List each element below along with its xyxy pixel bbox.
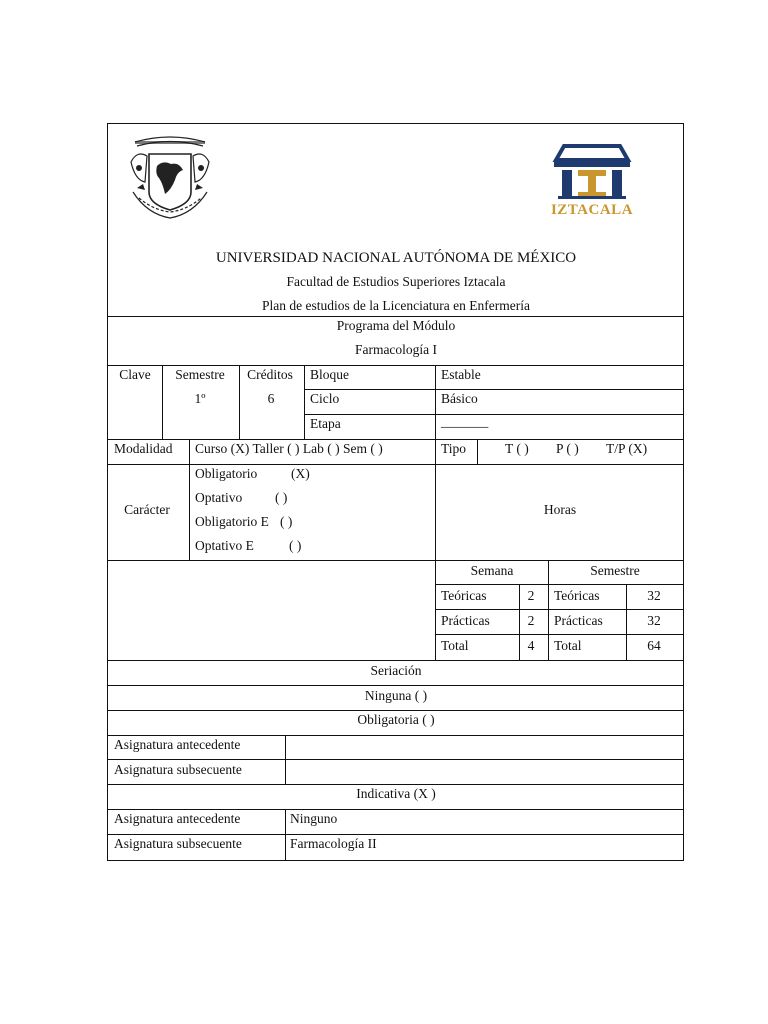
caracter-option-mark: ( )	[275, 490, 288, 505]
semana-label: Semana	[470, 563, 514, 578]
hours-row-label-sem: Teóricas	[554, 588, 600, 603]
seriacion-title: Seriación	[370, 663, 422, 678]
iztacala-logo-text: IZTACALA	[550, 202, 634, 218]
caracter-option-mark: (X)	[291, 466, 310, 481]
indicativa-subsecuente-value: Farmacología II	[290, 836, 377, 851]
horas-label: Horas	[543, 502, 577, 517]
indicativa-antecedente-label: Asignatura antecedente	[114, 811, 241, 826]
indicativa-subsecuente-label: Asignatura subsecuente	[114, 836, 242, 851]
hours-row-label-sem: Prácticas	[554, 613, 603, 628]
creditos-label: Créditos	[247, 367, 293, 382]
seriacion-ninguna: Ninguna ( )	[364, 688, 428, 703]
ciclo-value: Básico	[441, 391, 478, 406]
caracter-option-mark: ( )	[280, 514, 293, 529]
hours-row-semana: 4	[527, 638, 535, 653]
tipo-p: P ( )	[556, 441, 579, 456]
seriacion-obligatoria: Obligatoria ( )	[357, 712, 435, 727]
semestre-hours-label: Semestre	[590, 563, 640, 578]
obligatoria-antecedente-label: Asignatura antecedente	[114, 737, 241, 752]
etapa-value: _______	[441, 414, 489, 429]
plan-title: Plan de estudios de la Licenciatura en Enfermería	[261, 298, 531, 313]
bloque-label: Bloque	[310, 367, 349, 382]
hours-row-label: Teóricas	[441, 588, 487, 603]
tipo-t: T ( )	[505, 441, 529, 456]
hours-row-semestre: 32	[647, 588, 661, 603]
hours-row-label: Total	[441, 638, 469, 653]
bloque-value: Estable	[441, 367, 481, 382]
tipo-label: Tipo	[441, 441, 467, 456]
etapa-label: Etapa	[310, 416, 341, 431]
creditos-value: 6	[267, 391, 275, 406]
hours-row-semana: 2	[527, 588, 535, 603]
obligatoria-subsecuente-label: Asignatura subsecuente	[114, 762, 242, 777]
ciclo-label: Ciclo	[310, 391, 340, 406]
semestre-label: Semestre	[175, 367, 225, 382]
hours-row-label: Prácticas	[441, 613, 490, 628]
caracter-option-mark: ( )	[289, 538, 302, 553]
hours-row-semestre: 32	[647, 613, 661, 628]
university-title: UNIVERSIDAD NACIONAL AUTÓNOMA DE MÉXICO	[215, 250, 577, 266]
program-label: Programa del Módulo	[336, 318, 456, 333]
hours-row-semana: 2	[527, 613, 535, 628]
indicativa-antecedente-value: Ninguno	[290, 811, 338, 826]
hours-row-label-sem: Total	[554, 638, 582, 653]
caracter-option-name: Obligatorio	[195, 466, 258, 481]
modalidad-label: Modalidad	[114, 441, 173, 456]
clave-label: Clave	[119, 367, 151, 382]
faculty-title: Facultad de Estudios Superiores Iztacala	[286, 274, 506, 289]
semestre-value: 1º	[194, 391, 206, 406]
caracter-label: Carácter	[124, 502, 170, 517]
modalidad-value: Curso (X) Taller ( ) Lab ( ) Sem ( )	[195, 441, 383, 456]
caracter-option-name: Optativo E	[195, 538, 254, 553]
module-name: Farmacología I	[354, 342, 438, 357]
caracter-option-name: Optativo	[195, 490, 243, 505]
seriacion-indicativa: Indicativa (X )	[356, 786, 436, 801]
tipo-tp: T/P (X)	[606, 441, 648, 456]
hours-row-semestre: 64	[647, 638, 661, 653]
caracter-option-name: Obligatorio E	[195, 514, 269, 529]
